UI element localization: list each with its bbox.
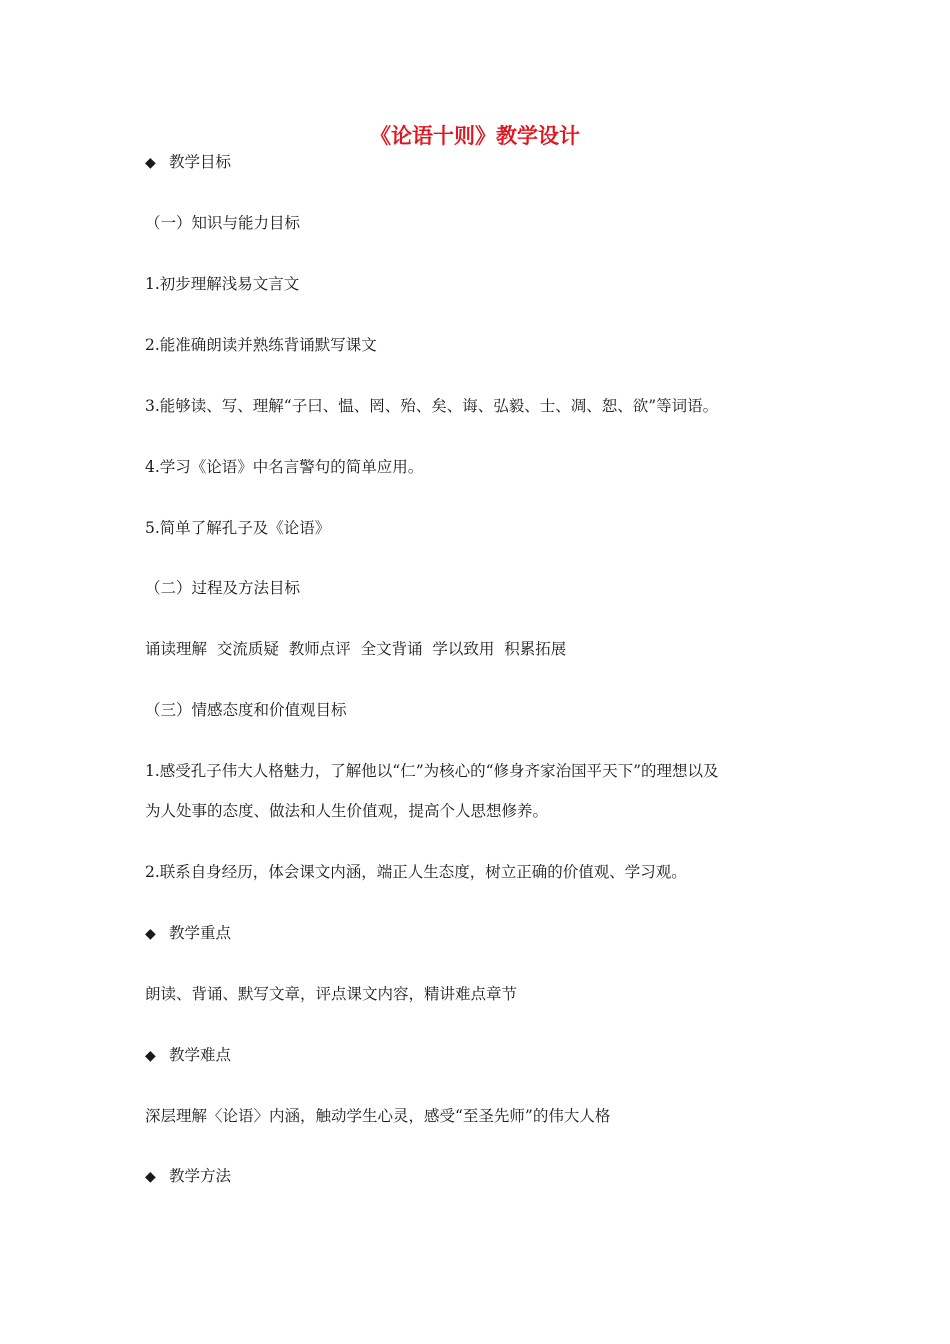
- document-title: 《论语十则》教学设计: [370, 123, 580, 148]
- section-heading-methods: [145, 1165, 825, 1188]
- paragraph-line: 为人处事的态度、做法和人生价值观，提高个人思想修养。: [145, 802, 549, 820]
- diamond-bullet-icon: ◆: [145, 926, 156, 942]
- paragraph-line: 1.初步理解浅易文言文: [145, 275, 300, 293]
- paragraph-line: 4.学习《论语》中名言警句的简单应用。: [145, 458, 424, 476]
- heading-text: 教学难点: [169, 1046, 232, 1064]
- paragraph-line: 深层理解〈论语〉内涵，触动学生心灵，感受“至圣先师”的伟大人格: [145, 1107, 611, 1125]
- paragraph-line: 诵读理解 交流质疑 教师点评 全文背诵 学以致用 积累拓展: [145, 640, 567, 658]
- section-heading-key-points: [145, 922, 825, 945]
- paragraph-line: 1.感受孔子伟大人格魅力，了解他以“仁”为核心的“修身齐家治国平天下”的理想以及: [145, 762, 719, 780]
- paragraph-line: 2.能准确朗读并熟练背诵默写课文: [145, 336, 377, 354]
- heading-text: 教学重点: [169, 924, 232, 942]
- diamond-bullet-icon: ◆: [145, 155, 156, 171]
- heading-text: 教学目标: [169, 153, 232, 171]
- paragraph-line: 朗读、背诵、默写文章，评点课文内容，精讲难点章节: [145, 985, 518, 1003]
- paragraph-line: 5.简单了解孔子及《论语》: [145, 519, 331, 537]
- section-heading-difficulties: [145, 1044, 825, 1067]
- diamond-bullet-icon: ◆: [145, 1169, 156, 1185]
- paragraph-line: （一）知识与能力目标: [145, 214, 301, 232]
- diamond-bullet-icon: ◆: [145, 1048, 156, 1064]
- paragraph-line: 2.联系自身经历，体会课文内涵，端正人生态度，树立正确的价值观、学习观。: [145, 863, 687, 881]
- section-heading-objectives: [145, 151, 825, 174]
- heading-text: 教学方法: [169, 1167, 232, 1185]
- paragraph-line: （三）情感态度和价值观目标: [145, 701, 347, 719]
- paragraph-line: 3.能够读、写、理解“子曰、愠、罔、殆、矣、诲、弘毅、士、凋、恕、欲”等词语。: [145, 397, 719, 415]
- paragraph-line: （二）过程及方法目标: [145, 579, 301, 597]
